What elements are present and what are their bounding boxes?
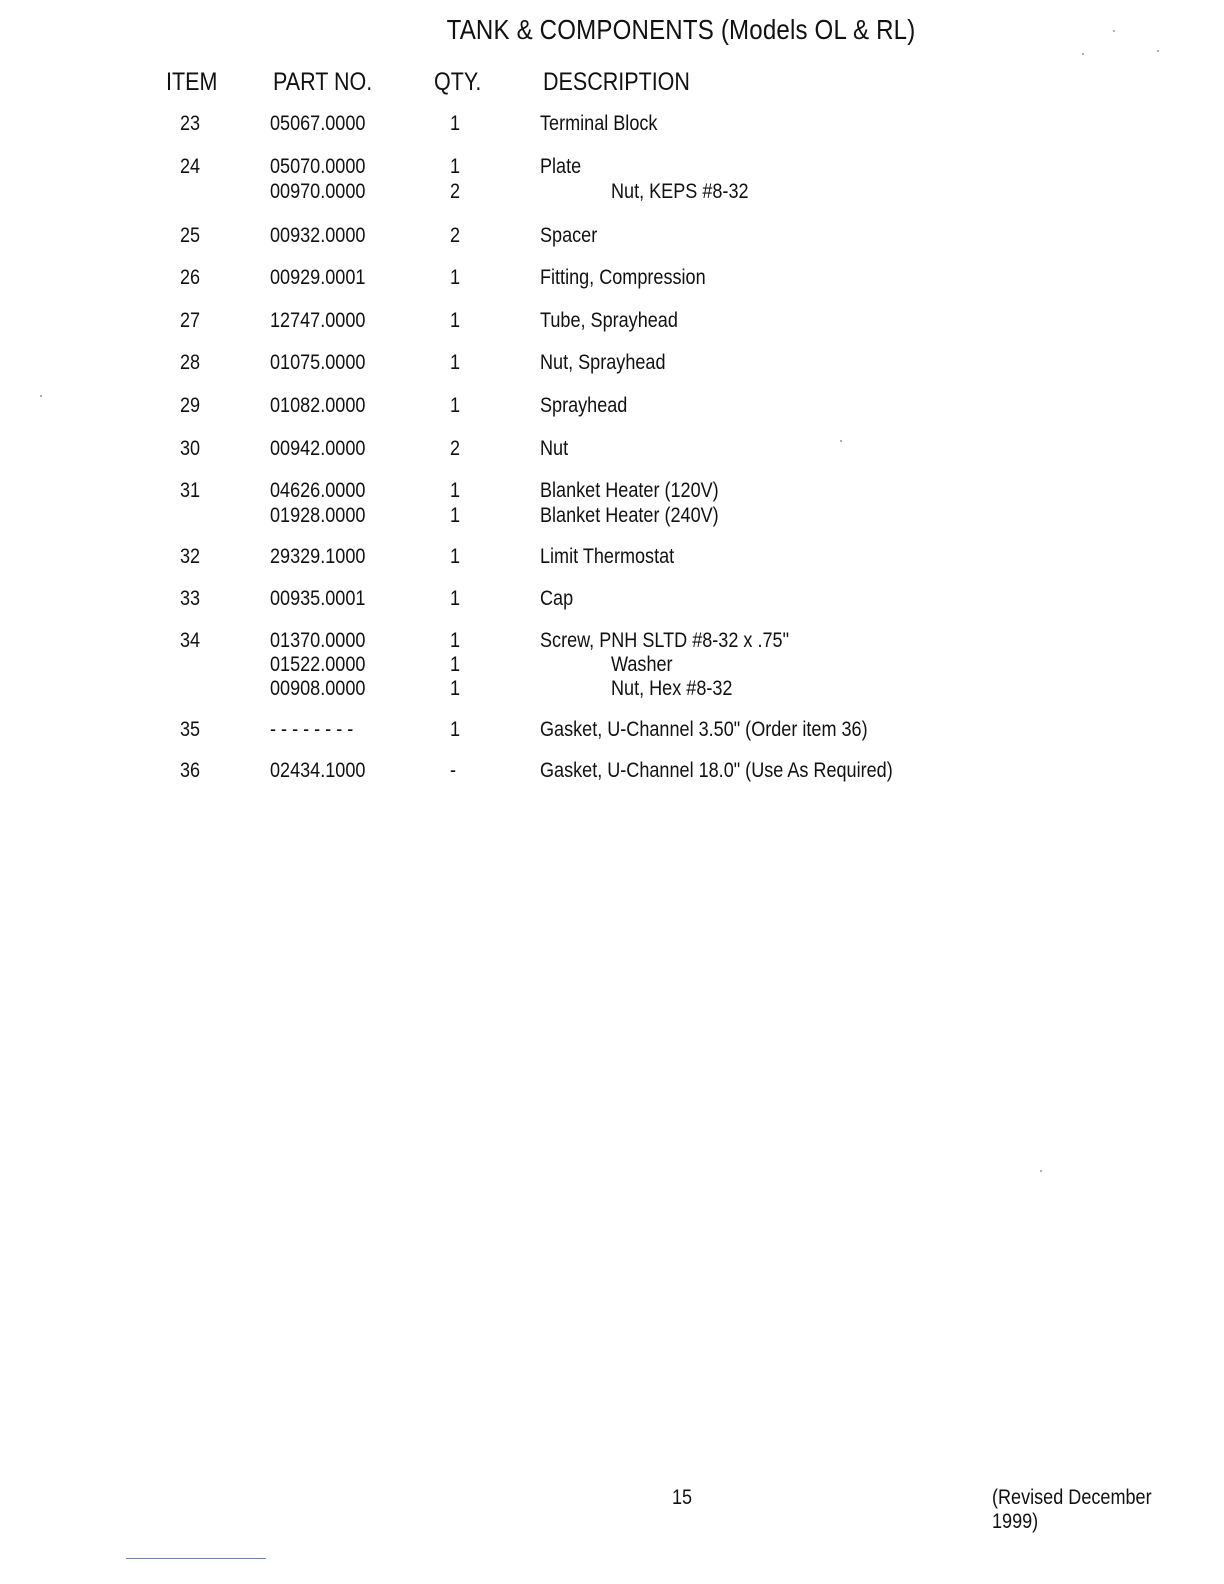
- table-description: Blanket Heater (120V): [540, 479, 719, 502]
- table-description: Tube, Sprayhead: [540, 309, 678, 332]
- table-quantity: 1: [450, 587, 461, 610]
- table-item-number: 35: [180, 718, 201, 741]
- table-quantity: 1: [450, 653, 461, 676]
- table-quantity: -: [450, 759, 457, 782]
- table-description: Gasket, U-Channel 3.50" (Order item 36): [540, 718, 868, 741]
- table-item-number: 25: [180, 224, 201, 247]
- table-item-number: 32: [180, 545, 201, 568]
- table-description: Terminal Block: [540, 112, 658, 135]
- scan-speck: [1082, 53, 1084, 55]
- table-part-number: 05070.0000: [270, 155, 366, 178]
- table-quantity: 2: [450, 180, 461, 203]
- revision-note: (Revised December 1999): [992, 1486, 1152, 1533]
- header-description: DESCRIPTION: [543, 68, 690, 96]
- table-part-number: 02434.1000: [270, 759, 366, 782]
- table-part-number: 00942.0000: [270, 437, 366, 460]
- table-item-number: 29: [180, 394, 201, 417]
- table-quantity: 1: [450, 629, 461, 652]
- table-description: Plate: [540, 155, 582, 178]
- header-part-no: PART NO.: [273, 68, 373, 96]
- page-title: TANK & COMPONENTS (Models OL & RL): [446, 14, 916, 45]
- table-quantity: 1: [450, 112, 461, 135]
- table-description: Gasket, U-Channel 18.0" (Use As Required): [540, 759, 893, 782]
- table-part-number: 00935.0001: [270, 587, 366, 610]
- table-quantity: 1: [450, 266, 461, 289]
- header-item: ITEM: [166, 68, 218, 96]
- table-part-number: 29329.1000: [270, 545, 366, 568]
- table-part-number: 01928.0000: [270, 504, 366, 527]
- table-quantity: 1: [450, 504, 461, 527]
- table-item-number: 28: [180, 351, 201, 374]
- table-part-number: 04626.0000: [270, 479, 366, 502]
- table-description: Cap: [540, 587, 574, 610]
- table-quantity: 1: [450, 351, 461, 374]
- table-description: Washer: [611, 653, 673, 676]
- table-part-number: 01082.0000: [270, 394, 366, 417]
- table-description: Fitting, Compression: [540, 266, 706, 289]
- table-item-number: 33: [180, 587, 201, 610]
- table-quantity: 2: [450, 437, 461, 460]
- table-part-number: 00932.0000: [270, 224, 366, 247]
- scan-speck: [1040, 1170, 1042, 1172]
- table-quantity: 1: [450, 394, 461, 417]
- table-item-number: 24: [180, 155, 201, 178]
- header-qty: QTY.: [434, 68, 482, 96]
- table-quantity: 2: [450, 224, 461, 247]
- table-description: Nut, Sprayhead: [540, 351, 666, 374]
- table-quantity: 1: [450, 677, 461, 700]
- table-quantity: 1: [450, 718, 461, 741]
- table-item-number: 30: [180, 437, 201, 460]
- table-description: Blanket Heater (240V): [540, 504, 719, 527]
- table-description: Limit Thermostat: [540, 545, 675, 568]
- table-part-number: 05067.0000: [270, 112, 366, 135]
- table-part-number: 00929.0001: [270, 266, 366, 289]
- scan-speck: [840, 440, 842, 442]
- table-item-number: 31: [180, 479, 201, 502]
- table-part-number: 01075.0000: [270, 351, 366, 374]
- table-part-number: 01370.0000: [270, 629, 366, 652]
- table-description: Sprayhead: [540, 394, 628, 417]
- table-item-number: 34: [180, 629, 201, 652]
- table-part-number: 01522.0000: [270, 653, 366, 676]
- table-quantity: 1: [450, 155, 461, 178]
- table-description: Nut, Hex #8-32: [611, 677, 733, 700]
- scan-speck: [1157, 50, 1159, 52]
- table-part-number: - - - - - - - -: [270, 718, 354, 741]
- page-number: 15: [672, 1486, 693, 1509]
- table-quantity: 1: [450, 309, 461, 332]
- scan-speck: [40, 395, 42, 397]
- scan-speck: [1113, 30, 1115, 32]
- table-description: Nut, KEPS #8-32: [611, 180, 749, 203]
- table-item-number: 26: [180, 266, 201, 289]
- table-item-number: 23: [180, 112, 201, 135]
- table-quantity: 1: [450, 545, 461, 568]
- table-description: Spacer: [540, 224, 598, 247]
- table-description: Nut: [540, 437, 569, 460]
- table-part-number: 00908.0000: [270, 677, 366, 700]
- footer-rule: [126, 1558, 266, 1559]
- table-item-number: 36: [180, 759, 201, 782]
- table-quantity: 1: [450, 479, 461, 502]
- table-part-number: 00970.0000: [270, 180, 366, 203]
- table-part-number: 12747.0000: [270, 309, 366, 332]
- table-description: Screw, PNH SLTD #8-32 x .75": [540, 629, 789, 652]
- table-item-number: 27: [180, 309, 201, 332]
